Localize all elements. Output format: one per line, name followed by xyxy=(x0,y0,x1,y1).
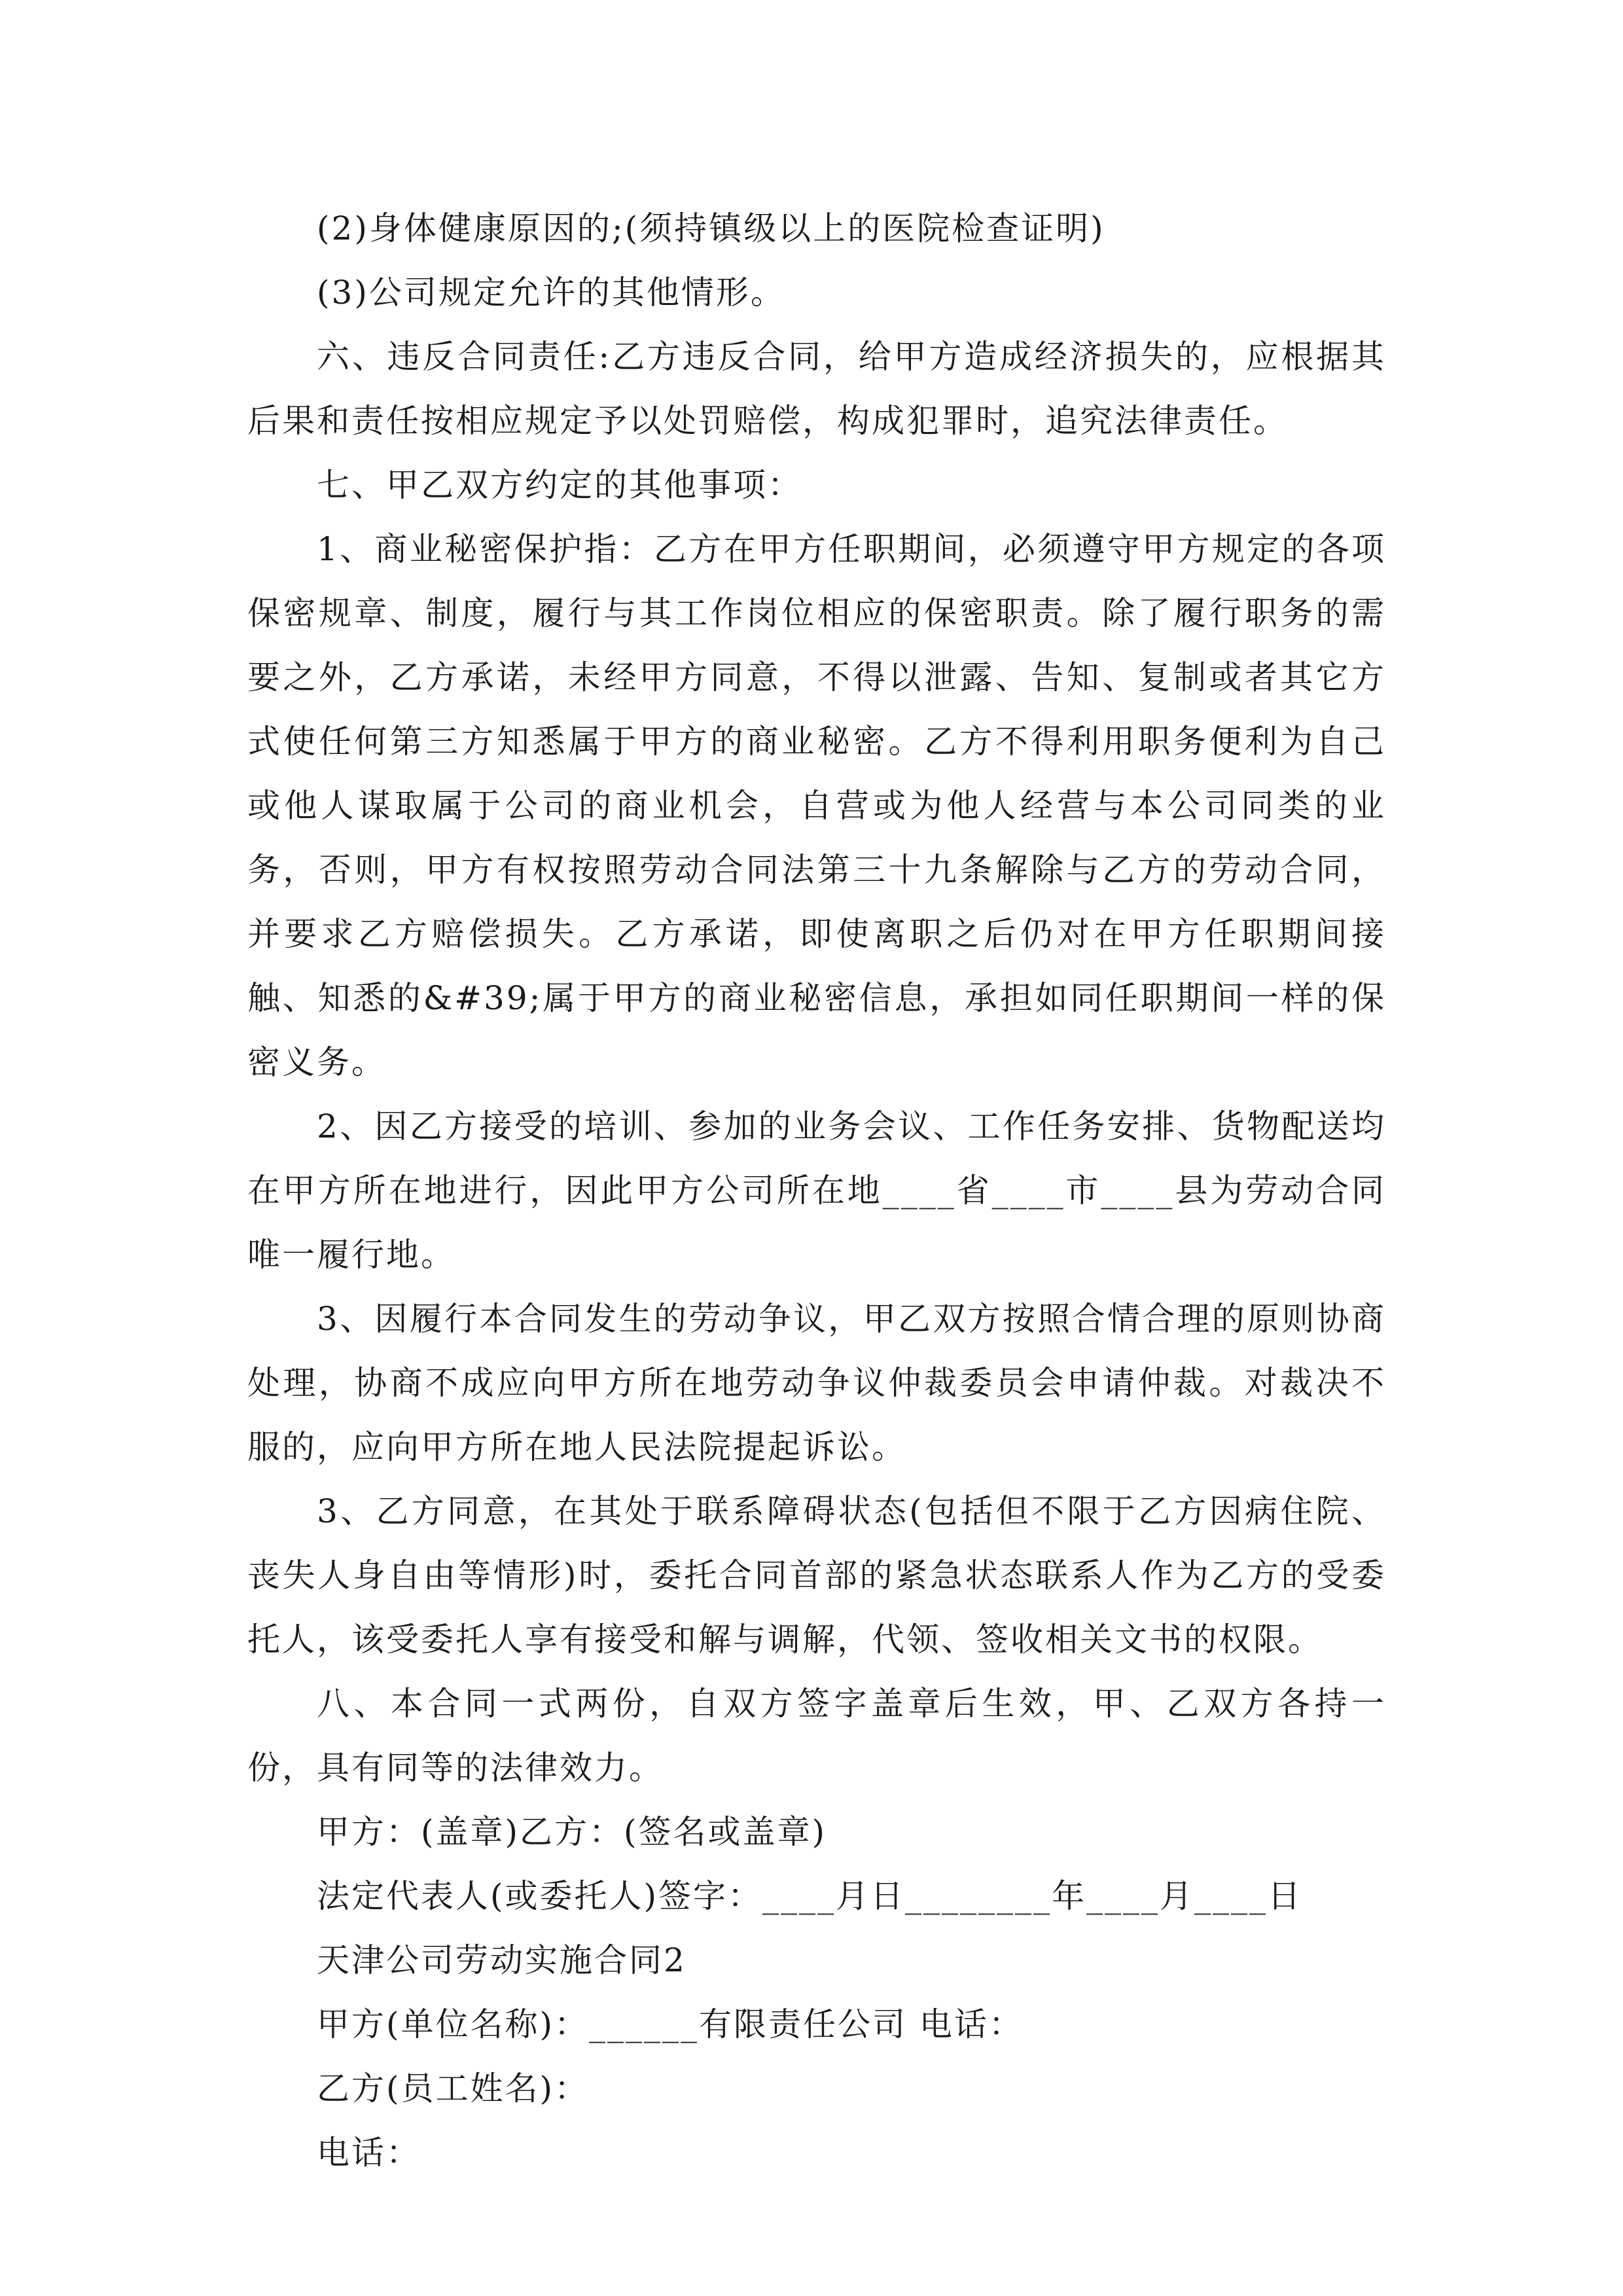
clause-emergency-contact: 3、乙方同意，在其处于联系障碍状态(包括但不限于乙方因病住院、丧失人身自由等情形)时，委托合同首部的紧急状态联系人作为乙方的受委托人，该受委托人享有接受和解与调解，代领、签收相关文书的权限。 xyxy=(247,1492,1386,1659)
section-8-effectiveness: 八、本合同一式两份，自双方签字盖章后生效，甲、乙双方各持一份，具有同等的法律效力。 xyxy=(247,1685,1386,1787)
party-b-name: 乙方(员工姓名)： xyxy=(317,2070,590,2108)
party-b-phone: 电话： xyxy=(317,2134,421,2172)
section-7-heading: 七、甲乙双方约定的其他事项： xyxy=(317,466,802,504)
clause-dispute-resolution: 3、因履行本合同发生的劳动争议，甲乙双方按照合情合理的原则协商处理，协商不成应向甲方所在地劳动争议仲裁委员会申请仲裁。对裁决不服的，应向甲方所在地人民法院提起诉讼。 xyxy=(247,1300,1386,1466)
signature-parties: 甲方：(盖章)乙方：(签名或盖章) xyxy=(317,1813,827,1851)
clause-other-cases: (3)公司规定允许的其他情形。 xyxy=(317,274,785,312)
party-a-company: 甲方(单位名称)：______有限责任公司 电话： xyxy=(317,2005,1024,2043)
document-body xyxy=(247,196,1386,2185)
clause-health-reason: (2)身体健康原因的;(须持镇级以上的医院检查证明) xyxy=(317,209,1105,247)
clause-trade-secret: 1、商业秘密保护指：乙方在甲方任职期间，必须遵守甲方规定的各项保密规章、制度，履行与其工作岗位相应的保密职责。除了履行职务的需要之外，乙方承诺，未经甲方同意，不得以泄露、告知、复制或者其它方式使任何第三方知悉属于甲方的商业秘密。乙方不得利用职务便利为自己或他人谋取属于公司的商业机会，自营或为他人经营与本公司同类的业务，否则，甲方有权按照劳动合同法第三十九条解除与乙方的劳动合同，并要求乙方赔偿损失。乙方承诺，即使离职之后仍对在甲方任职期间接触、知悉的&#39;属于甲方的商业秘密信息，承担如同任职期间一样的保密义务。 xyxy=(247,530,1386,1081)
clause-performance-place: 2、因乙方接受的培训、参加的业务会议、工作任务安排、货物配送均在甲方所在地进行，因此甲方公司所在地____省____市____县为劳动合同唯一履行地。 xyxy=(247,1107,1386,1274)
section-6-breach-liability: 六、违反合同责任:乙方违反合同，给甲方造成经济损失的，应根据其后果和责任按相应规定予以处罚赔偿，构成犯罪时，追究法律责任。 xyxy=(247,338,1386,440)
contract-title-2: 天津公司劳动实施合同2 xyxy=(317,1941,687,1979)
signature-representative: 法定代表人(或委托人)签字：____月日________年____月____日 xyxy=(317,1877,1303,1915)
